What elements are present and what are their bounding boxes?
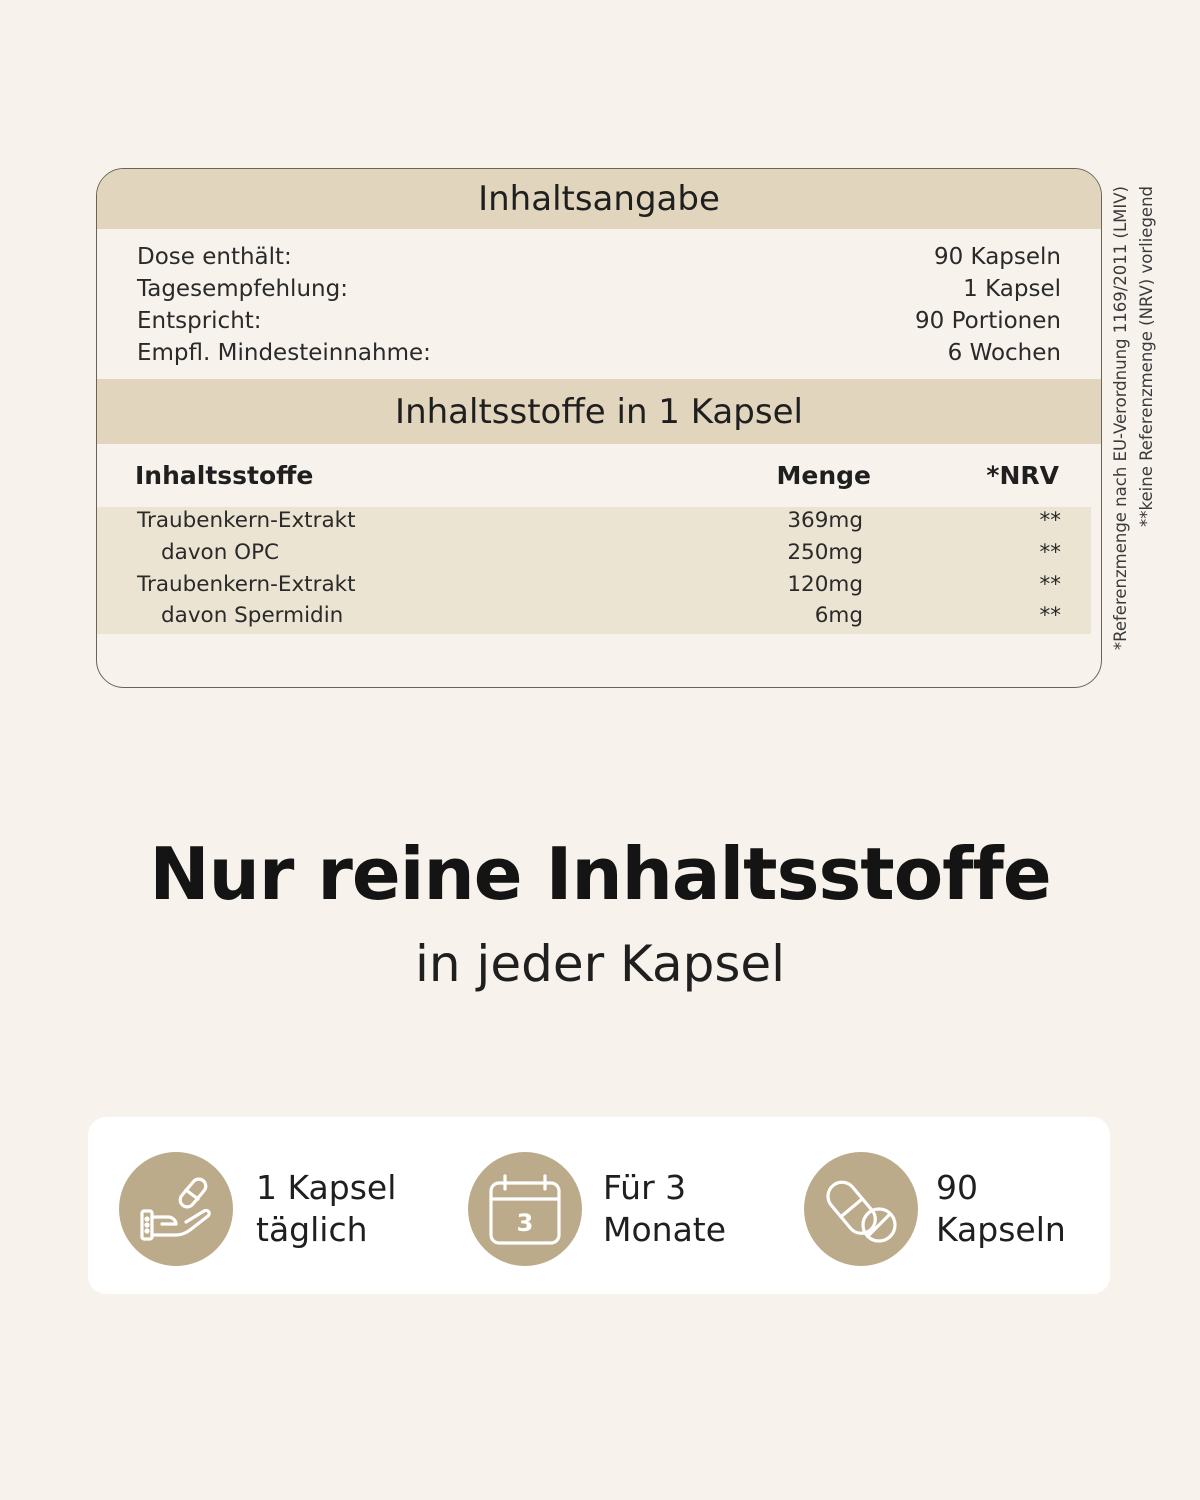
feature-label <box>603 1167 726 1251</box>
calendar-number: 3 <box>516 1209 534 1237</box>
info-value: 90 Portionen <box>915 308 1061 334</box>
ingredient-nrv: ** <box>1039 539 1061 565</box>
subline: in jeder Kapsel <box>414 935 786 993</box>
ingredients-header <box>135 461 1061 497</box>
feature-daily-capsule <box>88 1117 428 1294</box>
table-row <box>97 539 1091 571</box>
info-label: Entspricht: <box>137 308 262 334</box>
info-label: Dose enthält: <box>137 244 292 270</box>
ingredients-title: Inhaltsstoffe in 1 Kapsel <box>97 379 1101 444</box>
feature-line: Kapseln <box>936 1210 1066 1249</box>
calendar-icon <box>468 1152 582 1266</box>
feature-line: 1 Kapsel <box>256 1168 397 1207</box>
capsules-icon <box>804 1152 918 1266</box>
feature-bar <box>88 1117 1110 1294</box>
ingredient-nrv: ** <box>1039 571 1061 597</box>
ingredient-name: Traubenkern-Extrakt <box>137 508 356 533</box>
header-name: Inhaltsstoffe <box>135 461 314 490</box>
info-value: 90 Kapseln <box>933 244 1061 270</box>
info-row <box>137 305 1061 337</box>
headline: Nur reine Inhaltsstoffe <box>149 832 1051 916</box>
feature-label <box>936 1167 1066 1251</box>
feature-three-months <box>428 1117 768 1294</box>
nutrition-panel <box>96 168 1102 688</box>
info-row <box>137 273 1061 305</box>
ingredient-name: davon Spermidin <box>161 603 344 629</box>
ingredient-amount: 250mg <box>787 539 863 565</box>
ingredient-amount: 369mg <box>787 508 863 533</box>
table-row <box>97 602 1091 634</box>
feature-label <box>256 1167 396 1251</box>
table-row <box>97 571 1091 603</box>
feature-line: 90 <box>936 1168 978 1207</box>
ingredient-nrv: ** <box>1039 508 1061 533</box>
feature-line: täglich <box>256 1210 368 1249</box>
info-row <box>137 337 1061 369</box>
ingredient-name: davon OPC <box>161 539 280 565</box>
info-value: 6 Wochen <box>947 340 1061 366</box>
info-list <box>137 241 1061 369</box>
ingredient-name: Traubenkern-Extrakt <box>137 571 356 597</box>
footnote-nrv-reference: *Referenzmenge nach EU-Verordnung 1169/2011 (LMIV) <box>1111 186 1130 651</box>
feature-capsule-count <box>768 1117 1110 1294</box>
footnote-no-reference: **keine Referenzmenge (NRV) vorliegend <box>1137 186 1156 527</box>
feature-line: Für 3 <box>603 1168 687 1207</box>
info-label: Empfl. Mindesteinnahme: <box>137 340 431 366</box>
hand-capsule-icon <box>119 1152 233 1266</box>
header-amount: Menge <box>776 461 871 490</box>
table-row <box>97 507 1091 539</box>
ingredient-amount: 6mg <box>814 603 863 629</box>
info-value: 1 Kapsel <box>963 276 1061 302</box>
side-footnote <box>1108 186 1168 692</box>
panel-title: Inhaltsangabe <box>97 169 1101 229</box>
feature-line: Monate <box>603 1210 727 1249</box>
ingredient-nrv: ** <box>1039 603 1061 629</box>
info-label: Tagesempfehlung: <box>137 276 348 302</box>
header-nrv: *NRV <box>986 461 1059 490</box>
ingredients-table <box>97 507 1101 634</box>
ingredient-amount: 120mg <box>787 571 863 597</box>
info-row <box>137 241 1061 273</box>
